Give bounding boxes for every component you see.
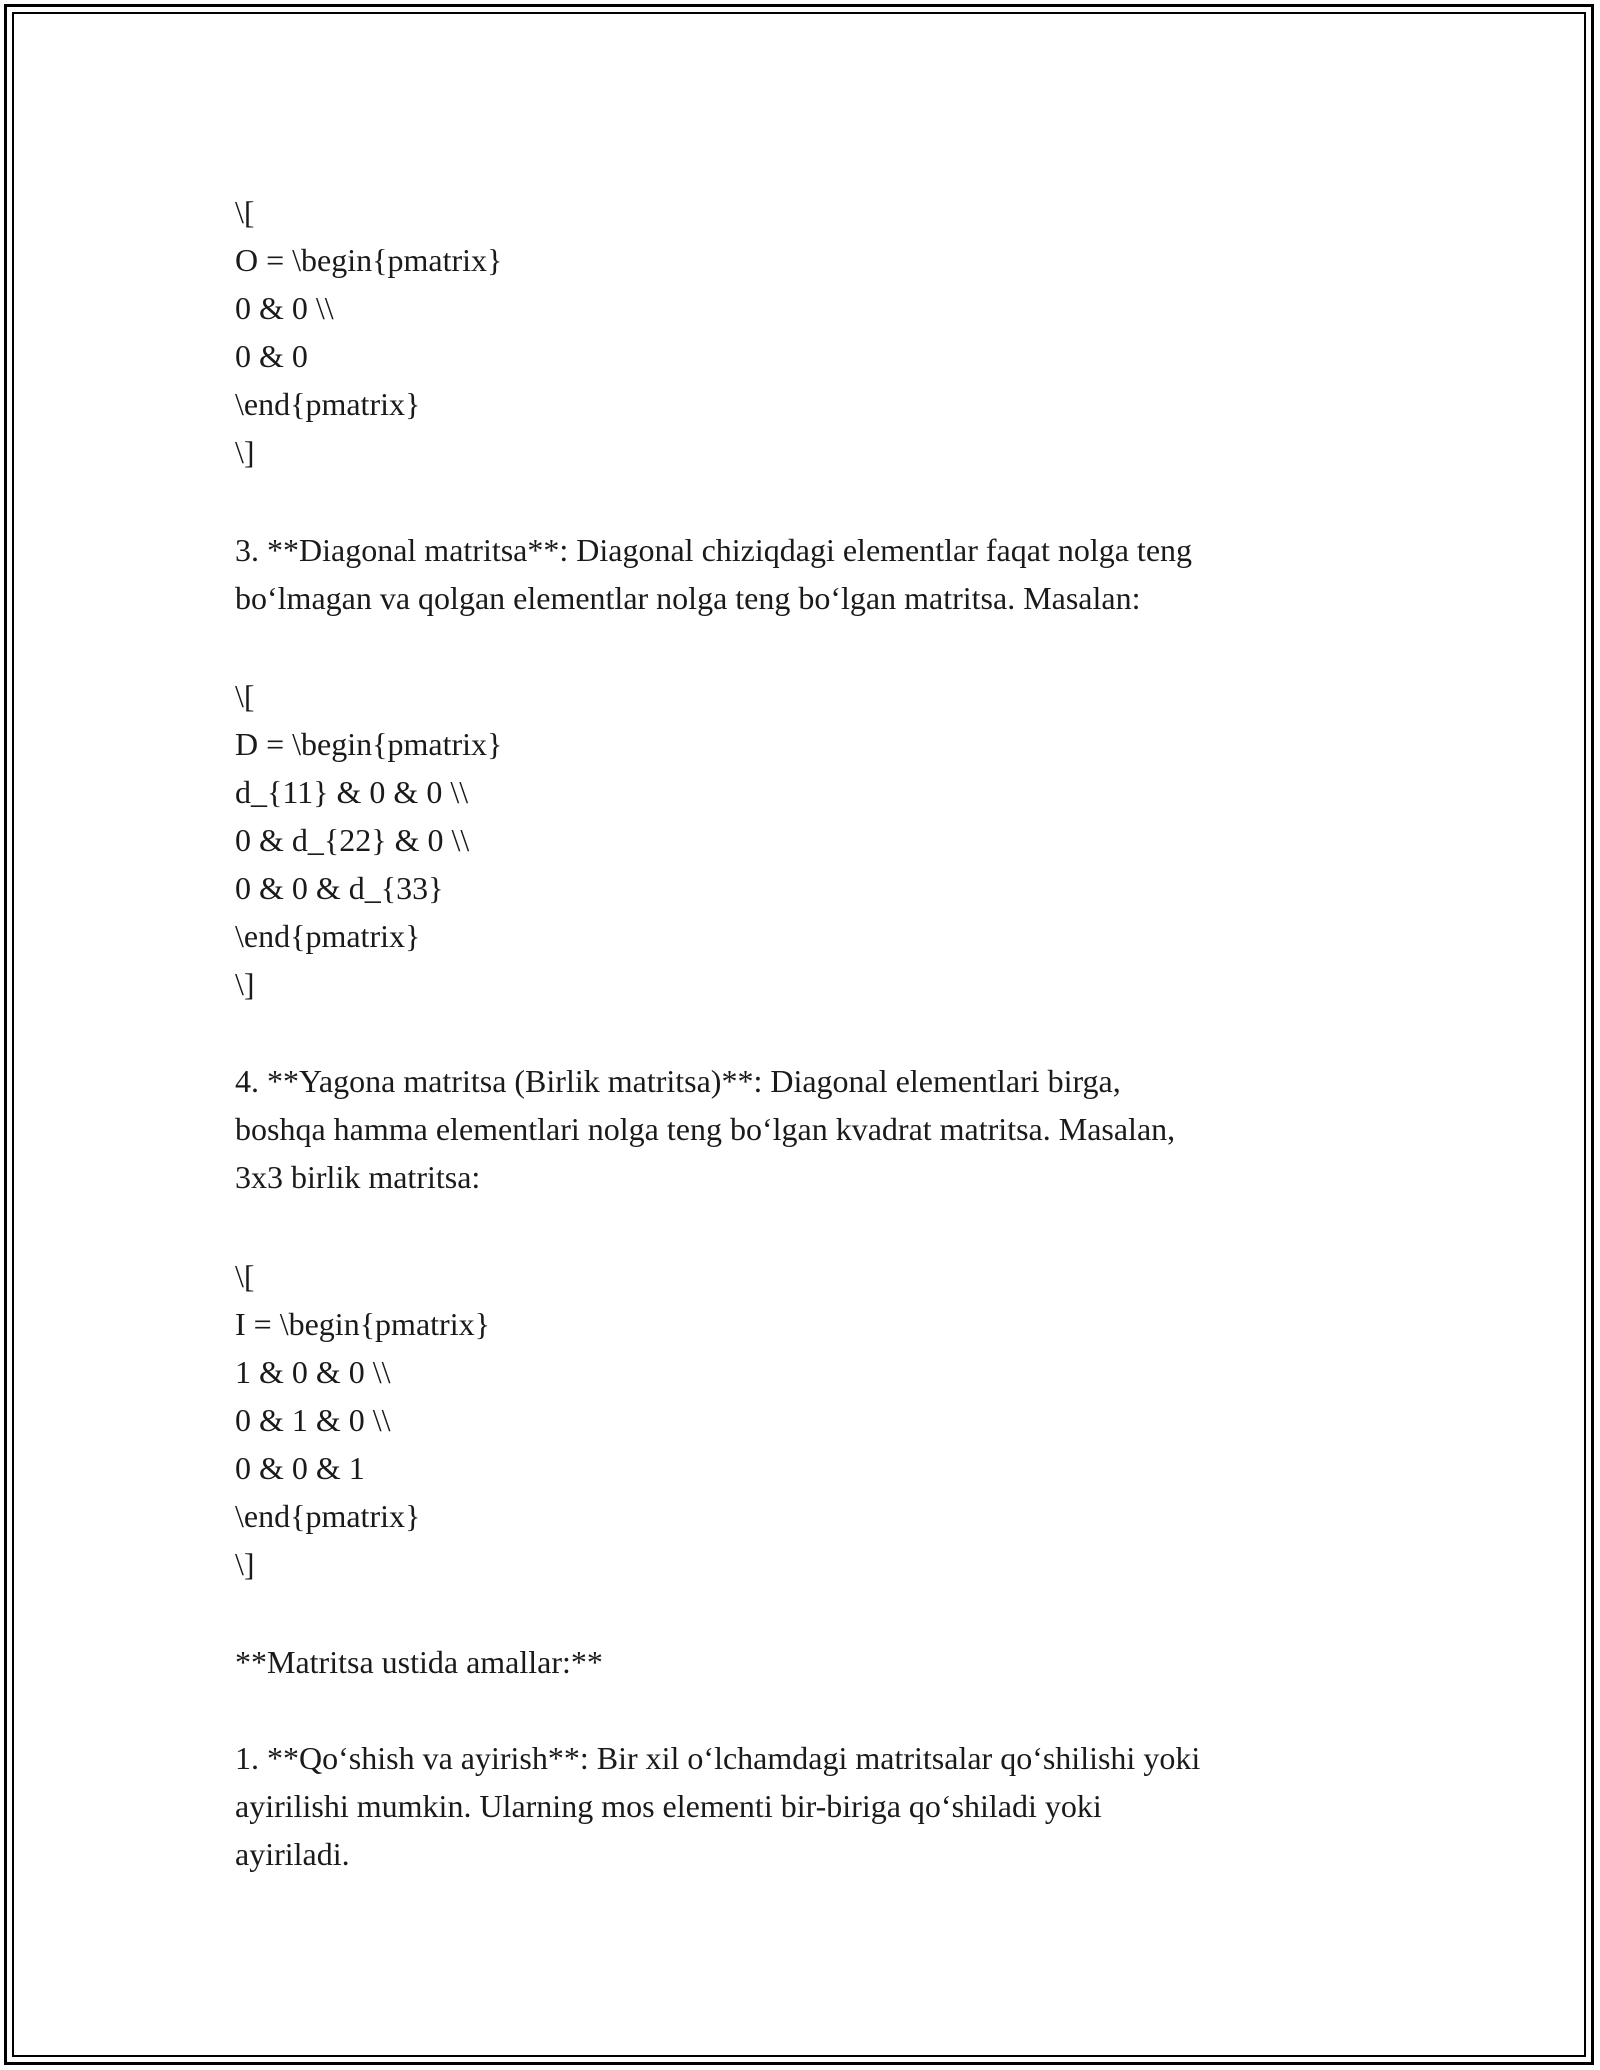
matrix-d-end: \end{pmatrix} (235, 918, 421, 954)
matrix-d-row: d_{11} & 0 & 0 \\ (235, 774, 469, 810)
paragraph-diagonal: bo‘lmagan va qolgan elementlar nolga teng bo‘lgan matritsa. Masalan: (235, 580, 1141, 616)
paragraph-addition: 1. **Qo‘shish va ayirish**: Bir xil o‘lchamdagi matritsalar qo‘shilishi yoki (235, 1740, 1201, 1776)
matrix-i-begin: I = \begin{pmatrix} (235, 1306, 490, 1342)
matrix-o-row: 0 & 0 \\ (235, 290, 334, 326)
paragraph-identity: 4. **Yagona matritsa (Birlik matritsa)**: Diagonal elementlari birga, (235, 1063, 1121, 1099)
matrix-i-row: 0 & 1 & 0 \\ (235, 1402, 391, 1438)
paragraph-addition: ayiriladi. (235, 1836, 350, 1872)
math-close: \] (235, 966, 255, 1002)
matrix-o-row: 0 & 0 (235, 338, 308, 374)
matrix-i-row: 1 & 0 & 0 \\ (235, 1354, 391, 1390)
matrix-i-end: \end{pmatrix} (235, 1498, 421, 1534)
matrix-o-begin: O = \begin{pmatrix} (235, 242, 503, 278)
matrix-d-row: 0 & d_{22} & 0 \\ (235, 822, 470, 858)
math-close: \] (235, 1546, 255, 1582)
paragraph-identity: 3x3 birlik matritsa: (235, 1159, 481, 1195)
math-open: \[ (235, 1258, 255, 1294)
math-open: \[ (235, 678, 255, 714)
matrix-i-row: 0 & 0 & 1 (235, 1450, 365, 1486)
matrix-d-begin: D = \begin{pmatrix} (235, 726, 503, 762)
matrix-d-row: 0 & 0 & d_{33} (235, 870, 444, 906)
paragraph-addition: ayirilishi mumkin. Ularning mos elementi bir-biriga qo‘shiladi yoki (235, 1788, 1102, 1824)
section-heading-operations: **Matritsa ustida amallar:** (235, 1644, 603, 1680)
math-close: \] (235, 434, 255, 470)
matrix-o-end: \end{pmatrix} (235, 386, 421, 422)
paragraph-diagonal: 3. **Diagonal matritsa**: Diagonal chiziqdagi elementlar faqat nolga teng (235, 532, 1193, 568)
paragraph-identity: boshqa hamma elementlari nolga teng bo‘lgan kvadrat matritsa. Masalan, (235, 1111, 1176, 1147)
math-open: \[ (235, 194, 255, 230)
